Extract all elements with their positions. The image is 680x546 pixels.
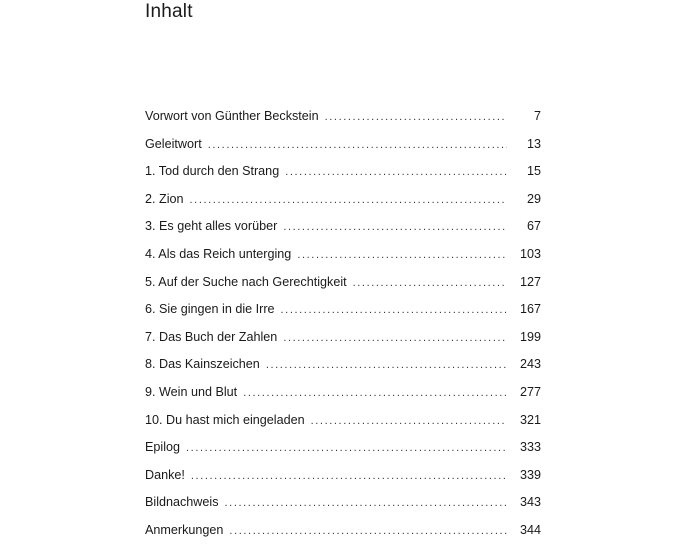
toc-leader-dots — [297, 242, 507, 270]
toc-entry-label: 6. Sie gingen in die Irre — [145, 302, 275, 317]
toc-leader-dots — [225, 490, 507, 518]
toc-entry-label: Danke! — [145, 467, 185, 482]
toc-entry — [145, 324, 541, 352]
toc-entry-label: 4. Als das Reich unterging — [145, 246, 292, 261]
toc-entry — [145, 489, 541, 517]
toc-entry-label: 3. Es geht alles vorüber — [145, 219, 278, 234]
toc-leader-dots — [190, 187, 507, 215]
toc-entry — [145, 269, 541, 297]
toc-leader-dots — [243, 380, 507, 408]
toc-entry — [145, 379, 541, 407]
toc-entry — [145, 462, 541, 490]
toc-entry-label: 10. Du hast mich eingeladen — [145, 412, 305, 427]
toc-entry-page: 243 — [519, 357, 541, 372]
toc-leader-dots — [208, 132, 507, 160]
toc-entry-label: Anmerkungen — [145, 522, 224, 537]
toc-entry-label: 7. Das Buch der Zahlen — [145, 329, 278, 344]
toc-entry-page: 67 — [526, 219, 541, 234]
toc-entry — [145, 213, 541, 241]
toc-leader-dots — [186, 435, 507, 463]
toc-leader-dots — [325, 104, 507, 132]
toc-leader-dots — [283, 325, 507, 353]
toc-leader-dots — [281, 297, 507, 325]
toc-entry-page: 127 — [519, 274, 541, 289]
toc-entry-label: Bildnachweis — [145, 495, 219, 510]
toc-entry-label: 2. Zion — [145, 191, 184, 206]
toc-leader-dots — [229, 518, 507, 546]
toc-entry-label: Vorwort von Günther Beckstein — [145, 109, 319, 123]
toc-entry — [145, 241, 541, 269]
page-title: Inhalt — [145, 1, 193, 22]
toc-entry-page: 29 — [526, 191, 541, 206]
table-of-contents — [145, 103, 541, 545]
toc-entry-page: 13 — [526, 136, 541, 151]
toc-entry-label: 9. Wein und Blut — [145, 384, 238, 399]
toc-leader-dots — [353, 270, 507, 298]
toc-leader-dots — [191, 463, 507, 491]
toc-entry-label: 5. Auf der Suche nach Gerechtigkeit — [145, 274, 347, 289]
toc-entry — [145, 103, 541, 131]
toc-entry-page: 344 — [519, 522, 541, 537]
toc-entry-page: 167 — [519, 302, 541, 317]
toc-leader-dots — [285, 159, 507, 187]
toc-entry-page: 103 — [519, 246, 541, 261]
toc-entry — [145, 434, 541, 462]
toc-entry-page: 277 — [519, 384, 541, 399]
toc-entry — [145, 407, 541, 435]
toc-entry-page: 339 — [519, 467, 541, 482]
toc-entry-page: 321 — [519, 412, 541, 427]
toc-entry — [145, 186, 541, 214]
toc-entry — [145, 131, 541, 159]
toc-entry — [145, 351, 541, 379]
toc-leader-dots — [283, 214, 507, 242]
toc-entry — [145, 296, 541, 324]
toc-entry-page: 7 — [533, 109, 541, 123]
toc-entry-label: Epilog — [145, 440, 181, 455]
toc-entry — [145, 158, 541, 186]
toc-entry-page: 333 — [519, 440, 541, 455]
toc-leader-dots — [266, 352, 507, 380]
toc-leader-dots — [311, 408, 507, 436]
toc-entry-page: 199 — [519, 329, 541, 344]
toc-entry-page: 343 — [519, 495, 541, 510]
toc-entry-page: 15 — [526, 164, 541, 179]
toc-entry-label: Geleitwort — [145, 136, 202, 151]
toc-entry-label: 8. Das Kainszeichen — [145, 357, 260, 372]
toc-entry-label: 1. Tod durch den Strang — [145, 164, 280, 179]
toc-entry — [145, 517, 541, 545]
